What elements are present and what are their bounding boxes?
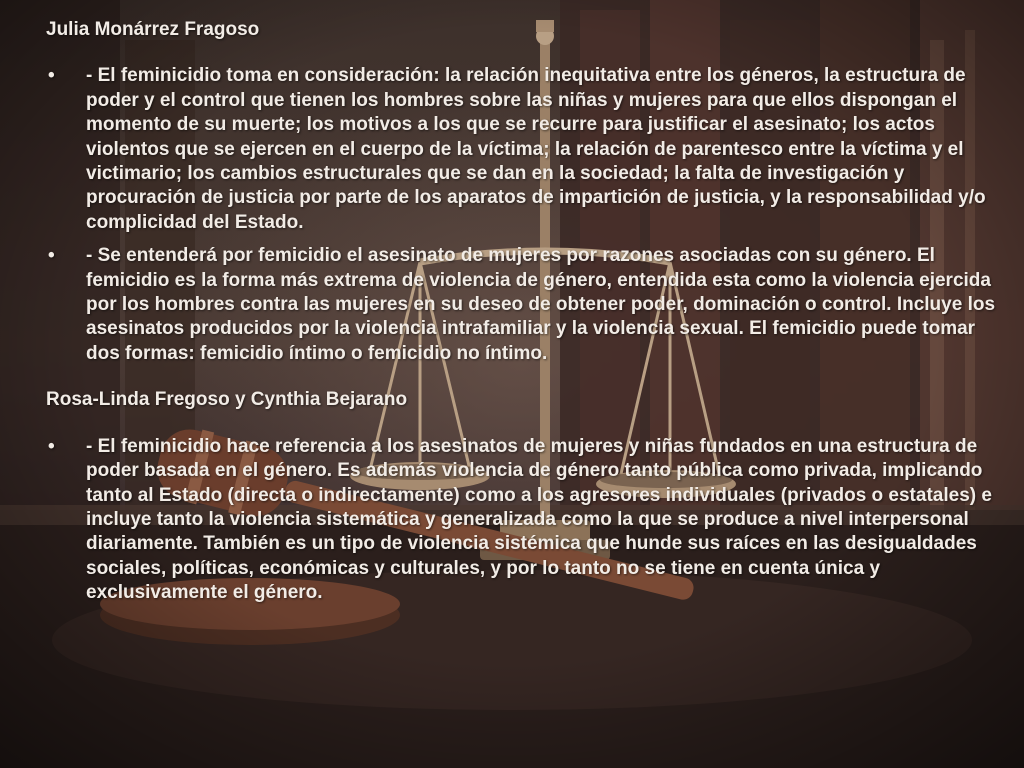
bullet-item [46,64,996,235]
bullet-list-1 [46,64,996,366]
bullet-text: - El feminicidio toma en consideración: la relación inequitativa entre los géneros, la estructura de poder y el control que tienen los hombres sobre las niñas y mujeres para que ellos dispongan el momento de su muerte; los motivos a los que se recurre para justificar el asesinato; los actos violentos que se ejercen en el cuerpo de la víctima; la relación de parentesco entre la víctima y el victimario; los cambios estructurales que se dan en la sociedad; la falta de investigación y procuración de justicia por parte de los aparatos de impartición de justicia, y la responsabilidad y/o complicidad del Estado. [86,65,986,233]
bullet-icon: • [48,435,55,457]
author-heading-1: Julia Monárrez Fragoso [46,19,260,40]
bullet-icon: • [48,65,55,87]
bullet-text: - El feminicidio hace referencia a los asesinatos de mujeres y niñas fundados en una estructura de poder basada en el género. Es además violencia de género tanto pública como privada, implicando tanto al Estado (directa o indirectamente) como a los agresores individuales (privados o estatales) e incluye tanto la violencia sistemática y generalizada como la que se produce a nivel interpersonal diariamente. También es un tipo de violencia sistémica que hunde sus raíces en las desigualdades sociales, políticas, económicas y culturales, y por lo tanto no se tiene en cuenta única y exclusivamente el género. [86,435,992,604]
bullet-item [46,244,996,366]
author-heading-2: Rosa-Linda Fregoso y Cynthia Bejarano [46,389,408,411]
slide-body [46,14,996,615]
bullet-list-2 [46,435,996,606]
bullet-text: - Se entenderá por femicidio el asesinato de mujeres por razones asociadas con su género. El femicidio es la forma más extrema de violencia de género, entendida esta como la violencia ejercida por los hombres contra las mujeres en su deseo de obtener poder, dominación o control. Incluye los asesinatos producidos por la violencia intrafamiliar y la violencia sexual. El femicidio puede tomar dos formas: femicidio íntimo o femicidio no íntimo. [86,245,996,364]
bullet-icon: • [48,245,55,267]
bullet-item [46,435,996,606]
